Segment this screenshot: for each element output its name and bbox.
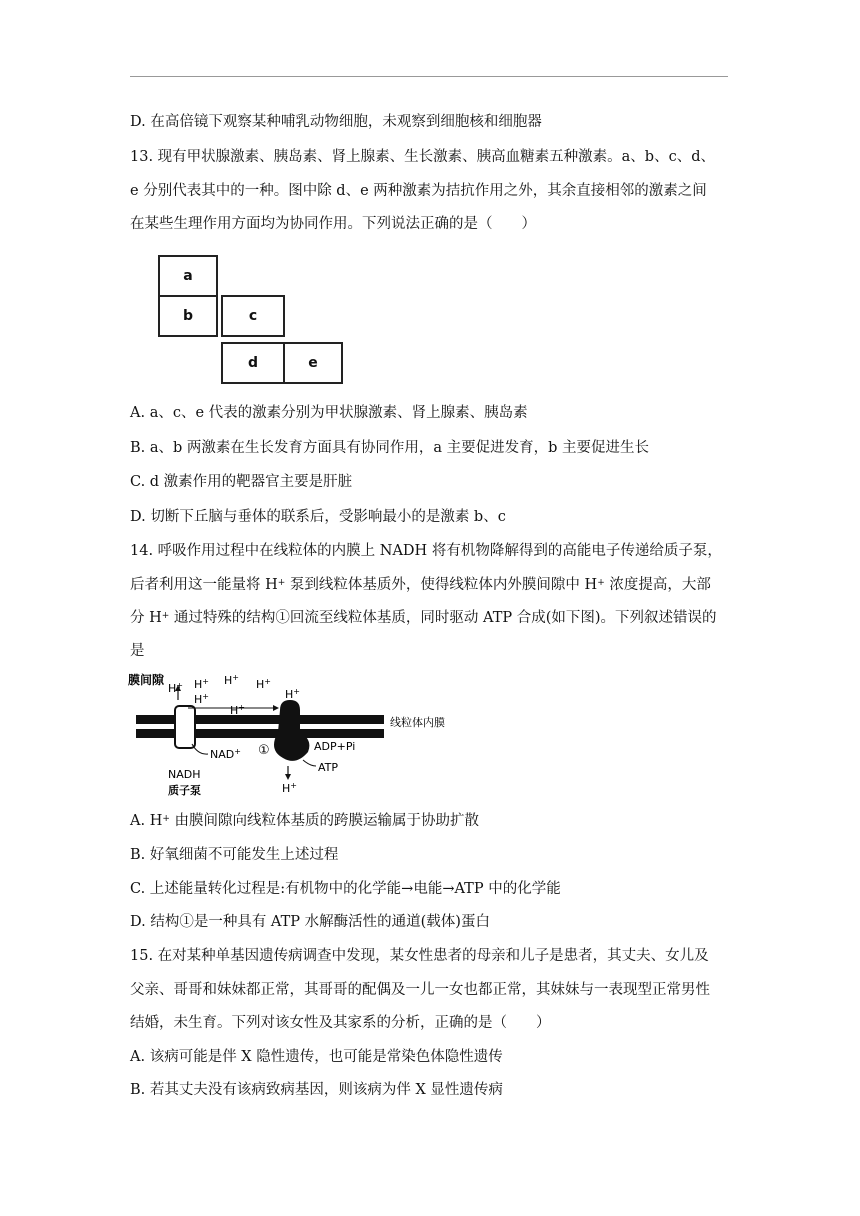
grid-cell-c: c (221, 295, 285, 337)
svg-text:H+: H+ (194, 677, 209, 691)
q15-option-b: B. 若其丈夫没有该病致病基因，则该病为伴 X 显性遗传病 (130, 1082, 503, 1098)
grid-cell-a: a (158, 255, 218, 297)
svg-text:H+: H+ (285, 687, 300, 701)
q15-stem-line1: 15. 在对某种单基因遗传病调查中发现，某女性患者的母亲和儿子是患者，其丈夫、女儿及 (130, 948, 709, 964)
q13-stem-line2: e 分别代表其中的一种。图中除 d、e 两种激素为拮抗作用之外，其余直接相邻的激素之间 (130, 183, 707, 199)
svg-text:H+: H+ (224, 673, 239, 687)
grid-cell-b: b (158, 295, 218, 337)
q13-option-d: D. 切断下丘脑与垂体的联系后，受影响最小的是激素 b、c (130, 509, 506, 525)
svg-text:H+: H+ (168, 681, 183, 695)
proton-pump-icon (175, 706, 195, 748)
q14-stem-line4: 是 (130, 643, 145, 659)
atp-label: ATP (318, 761, 339, 774)
q14-stem-line2: 后者利用这一能量将 H+ 泵到线粒体基质外，使得线粒体内外膜间隙中 H+ 浓度提高，大部 (130, 577, 711, 593)
q14-stem-line3: 分 H+ 通过特殊的结构①回流至线粒体基质，同时驱动 ATP 合成(如下图)。下列叙述错误的 (130, 610, 717, 626)
structure-1-label: ① (258, 743, 270, 758)
q15-option-a: A. 该病可能是伴 X 隐性遗传，也可能是常染色体隐性遗传 (130, 1049, 503, 1065)
svg-text:H+: H+ (194, 692, 209, 706)
svg-text:H+: H+ (282, 781, 297, 795)
q12-option-d: D. 在高倍镜下观察某种哺乳动物细胞，未观察到细胞核和细胞器 (130, 114, 542, 130)
q13-stem-line3: 在某些生理作用方面均为协同作用。下列说法正确的是（ ） (130, 216, 536, 232)
nadh-label: NADH (168, 768, 201, 781)
q13-option-b: B. a、b 两激素在生长发育方面具有协同作用，a 主要促进发育，b 主要促进生长 (130, 440, 650, 456)
inner-membrane-label: 线粒体内膜 (390, 716, 445, 729)
proton-pump-label: 质子泵 (168, 784, 201, 797)
q14-option-a: A. H+ 由膜间隙向线粒体基质的跨膜运输属于协助扩散 (130, 813, 479, 829)
q13-option-c: C. d 激素作用的靶器官主要是肝脏 (130, 474, 353, 490)
svg-text:NAD+: NAD+ (210, 747, 241, 761)
q14-stem-line1: 14. 呼吸作用过程中在线粒体的内膜上 NADH 将有机物降解得到的高能电子传递给质子泵， (130, 543, 722, 559)
svg-text:H+: H+ (230, 703, 245, 717)
q15-stem-line2: 父亲、哥哥和妹妹都正常，其哥哥的配偶及一儿一女也都正常，其妹妹与一表现型正常男性 (130, 982, 710, 998)
q14-option-c: C. 上述能量转化过程是:有机物中的化学能→电能→ATP 中的化学能 (130, 881, 561, 897)
q15-stem-line3: 结婚，未生育。下列对该女性及其家系的分析，正确的是（ ） (130, 1015, 551, 1031)
q14-option-d: D. 结构①是一种具有 ATP 水解酶活性的通道(载体)蛋白 (130, 914, 490, 930)
svg-text:H+: H+ (256, 677, 271, 691)
header-rule (130, 76, 728, 77)
q14-option-b: B. 好氧细菌不可能发生上述过程 (130, 847, 339, 863)
mitochondrial-membrane-figure (128, 670, 468, 800)
adp-pi-label: ADP+Pi (314, 740, 356, 753)
grid-cell-e: e (283, 342, 343, 384)
q13-option-a: A. a、c、e 代表的激素分别为甲状腺激素、肾上腺素、胰岛素 (130, 405, 528, 421)
intermembrane-space-label: 膜间隙 (128, 673, 165, 687)
grid-cell-d: d (221, 342, 285, 384)
q13-stem-line1: 13. 现有甲状腺激素、胰岛素、肾上腺素、生长激素、胰高血糖素五种激素。a、b、c、d、 (130, 149, 715, 165)
